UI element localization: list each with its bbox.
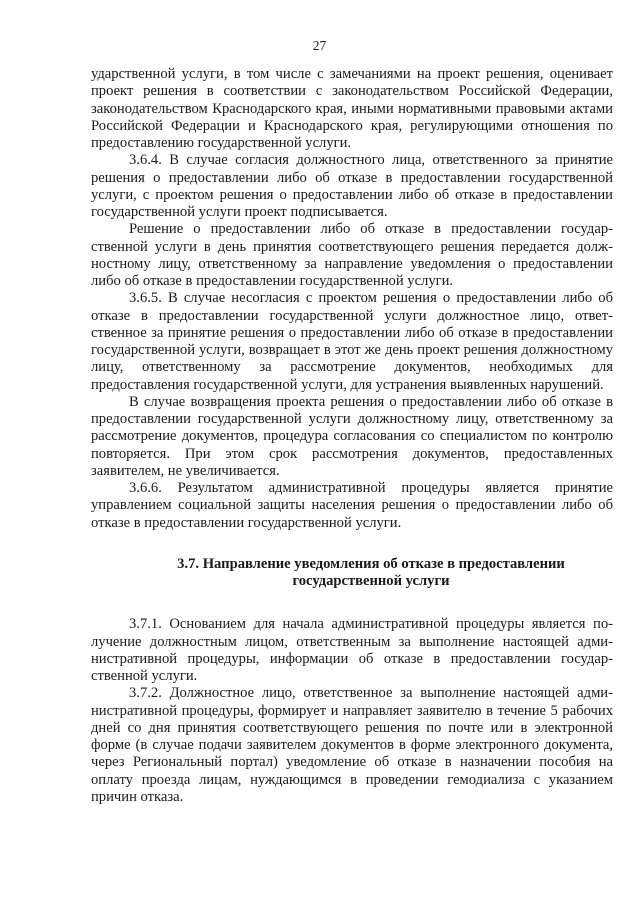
section-heading [91, 556, 613, 591]
paragraphs-before-heading [91, 66, 613, 532]
paragraph: 3.7.2. Должностное лицо, ответственное за выполнение настоящей административной процедуры, формирует и направляет заявителю в течение 5 рабочих дней со дня принятия соответствующего решения по почте или в электронной форме (в случае подачи заявителем документов в форме электронного документа, через Региональный портал) уведомление об отказе в назначении пособия на оплату проезда лицам, нуждающимся в проведении гемодиализа с указанием причин отказа. [91, 685, 613, 805]
paragraph: 3.6.4. В случае согласия должностного лица, ответственного за принятие решения о предоставлении либо об отказе в предоставлении государственной услуги, с проектом решения о предоставлении либо об отказе в предоставлении государственной услуги проект подписывается. [91, 152, 613, 220]
page-number: 27 [312, 38, 327, 53]
paragraph: Решение о предоставлении либо об отказе в предоставлении государственной услуги в день принятия соответствующего решения передается должностному лицу, ответственному за направление уведомления о предоставлении либо об отказе в предоставлении государственной услуги. [91, 221, 613, 289]
paragraph: В случае возвращения проекта решения о предоставлении либо об отказе в предоставлении государственной услуги должностному лицу, ответственному за рассмотрение документов, процедура согласования со специалистом по контролю повторяется. При этом срок рассмотрения документов, предоставленных заявителем, не увеличивается. [91, 393, 613, 479]
section-heading-line-1: 3.7. Направление уведомления об отказе в предоставлении [177, 555, 565, 572]
section-heading-line-2: государственной услуги [292, 573, 450, 589]
document-body [91, 66, 613, 806]
paragraph: 3.6.6. Результатом административной процедуры является принятие управлением социальной защиты населения решения о предоставлении либо об отказе в предоставлении государственной услуги. [91, 480, 613, 531]
paragraph: 3.6.5. В случае несогласия с проектом решения о предоставлении либо об отказе в предоставлении государственной услуги должностное лицо, ответственное за принятие решения о предоставлении либо об отказе в предоставлении государственной услуги, возвращает в этот же день проект решения должностному лицу, ответственному за рассмотрение документов, необходимых для предоставления государственной услуги, для устранения выявленных нарушений. [91, 290, 613, 393]
paragraph: ударственной услуги, в том числе с замечаниями на проект решения, оценивает проект решения в соответствии с законодательством Российской Федерации, законодательством Краснодарского края, иными нормативными правовыми актами Российской Федерации и Краснодарского края, регулирующими отношения по предоставлению государственной услуги. [91, 66, 613, 151]
paragraphs-after-heading [91, 616, 613, 806]
paragraph: 3.7.1. Основанием для начала административной процедуры является получение должностным лицом, ответственным за выполнение настоящей административной процедуры, информации об отказе в предоставлении государственной услуги. [91, 616, 613, 684]
